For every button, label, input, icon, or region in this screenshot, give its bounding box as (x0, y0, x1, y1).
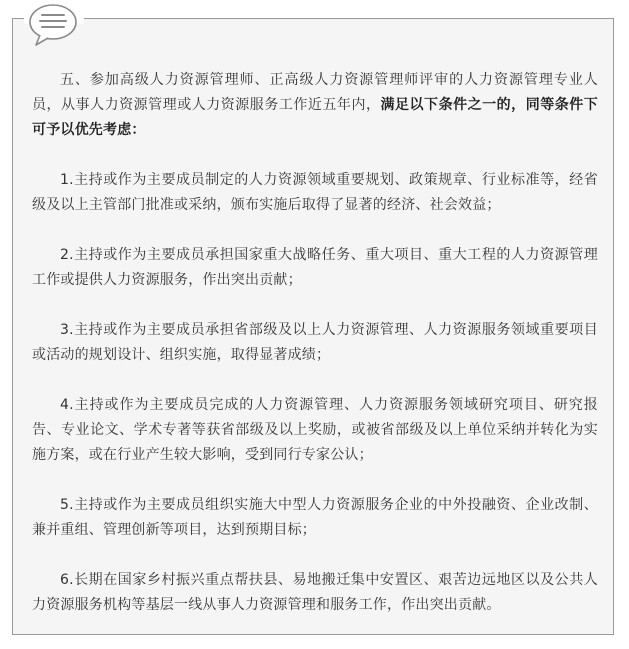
condition-1: 1.主持或作为主要成员制定的人力资源领域重要规划、政策规章、行业标准等，经省级及以上主管部门批准或采纳，颁布实施后取得了显著的经济、社会效益； (32, 172, 598, 213)
condition-4: 4.主持或作为主要成员完成的人力资源管理、人力资源服务领域研究项目、研究报告、专业论文、学术专著等获省部级及以上奖励，或被省部级及以上单位采纳并转化为实施方案，或在行业产生较大影响，受到同行专家公认； (32, 397, 598, 463)
article-body (32, 68, 598, 643)
intro-text: 五、参加高级人力资源管理师、正高级人力资源管理师评审的人力资源管理专业人员，从事人力资源管理或人力资源服务工作近五年内， (32, 72, 598, 113)
speech-bubble-icon (26, 2, 80, 48)
condition-3: 3.主持或作为主要成员承担省部级及以上人力资源管理、人力资源服务领域重要项目或活动的规划设计、组织实施，取得显著成绩； (32, 322, 598, 363)
condition-6: 6.长期在国家乡村振兴重点帮扶县、易地搬迁集中安置区、艰苦边远地区以及公共人力资源服务机构等基层一线从事人力资源管理和服务工作，作出突出贡献。 (32, 572, 598, 613)
condition-2: 2.主持或作为主要成员承担国家重大战略任务、重大项目、重大工程的人力资源管理工作或提供人力资源服务，作出突出贡献； (32, 247, 598, 288)
intro-paragraph (32, 68, 598, 143)
condition-5: 5.主持或作为主要成员组织实施大中型人力资源服务企业的中外投融资、企业改制、兼并重组、管理创新等项目，达到预期目标； (32, 497, 598, 538)
intro-bold-text: 满足以下条件之一的，同等条件下可予以优先考虑： (32, 97, 598, 138)
